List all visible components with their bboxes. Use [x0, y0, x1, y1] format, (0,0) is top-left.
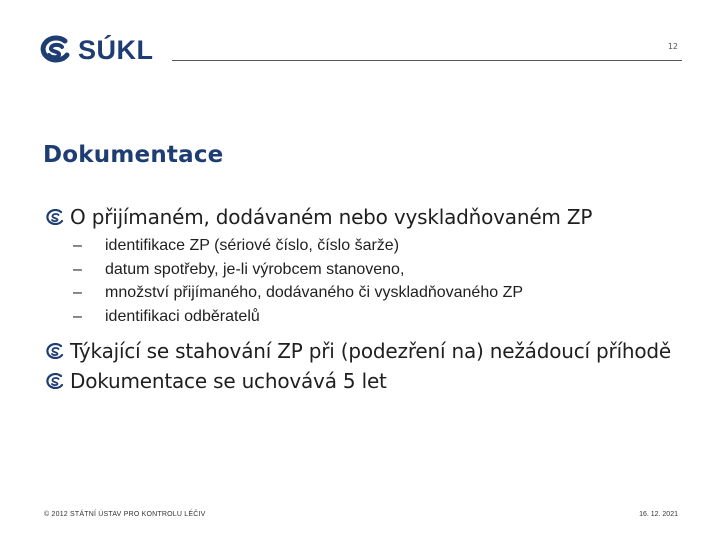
footer-copyright: © 2012 STÁTNÍ ÚSTAV PRO KONTROLU LÉČIV: [44, 511, 206, 518]
page-number: 12: [667, 42, 678, 51]
bullet-list: [45, 202, 685, 396]
sukl-bullet-icon: [45, 343, 65, 359]
sukl-bullet-icon: [45, 209, 65, 225]
slide-title: Dokumentace: [43, 142, 224, 168]
sukl-bullet-icon: [45, 373, 65, 389]
bullet-text: Dokumentace se uchovává 5 let: [70, 369, 387, 393]
bullet-item: [45, 202, 685, 232]
header-divider: [172, 60, 682, 61]
footer-date: 16. 12. 2021: [639, 511, 678, 518]
sub-item: – identifikace ZP (sériové číslo, číslo šarže): [73, 234, 685, 258]
bullet-item: [45, 366, 685, 396]
logo-text: SÚKL: [78, 35, 154, 65]
sub-list: [73, 234, 685, 328]
bullet-item: [45, 336, 685, 366]
bullet-text: O přijímaném, dodávaném nebo vyskladňovaném ZP: [70, 205, 593, 229]
sub-item: – identifikaci odběratelů: [73, 305, 685, 329]
sukl-logo: [38, 34, 154, 66]
bullet-text: Týkající se stahování ZP při (podezření na) nežádoucí příhodě: [70, 339, 672, 363]
sukl-logo-icon: [38, 35, 72, 65]
sub-item: – datum spotřeby, je-li výrobcem stanoveno,: [73, 258, 685, 282]
sub-item: – množství přijímaného, dodávaného či vyskladňovaného ZP: [73, 281, 685, 305]
